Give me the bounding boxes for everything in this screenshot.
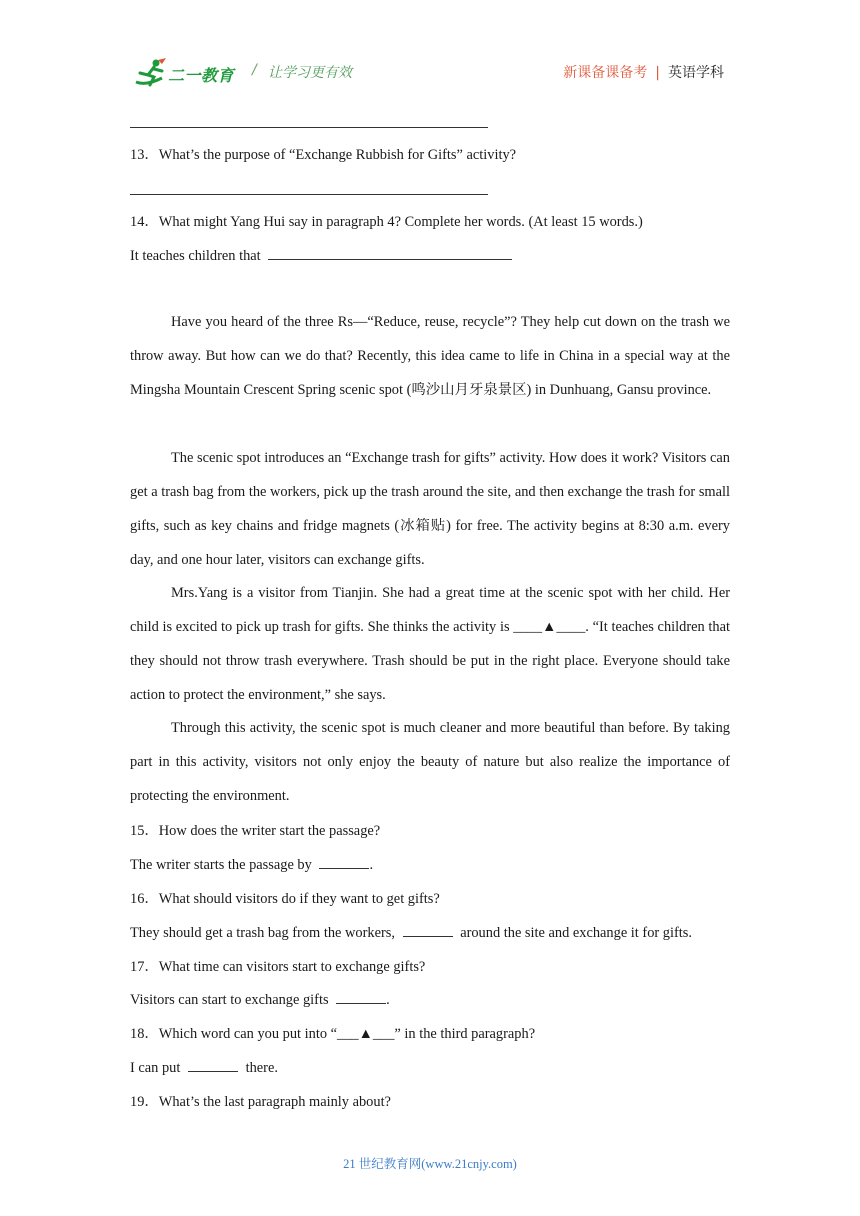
page-footer: 21 世纪教育网(www.21cnjy.com) [343,1157,517,1171]
answer-blank[interactable] [268,247,512,260]
answer-18-prefix: I can put [130,1060,181,1076]
answer-15-prefix: The writer starts the passage by [130,857,312,873]
passage-paragraph-4: Through this activity, the scenic spot is much cleaner and more beautiful than before. By taking part in this activity, visitors not only enjoy the beauty of nature but also realize the importance of protecting the environment. [130,720,730,804]
passage-paragraph-1: Have you heard of the three Rs—“Reduce, reuse, recycle”? They help cut down on the trash we throw away. But how can we do that? Recently, this idea came to life in China in a special way at the Mingsha Mountain Crescent Spring scenic spot (鸣沙山月牙泉景区) in Dunhuang, Gansu province. [130,314,730,398]
answer-17-suffix: . [386,992,390,1008]
answer-14-prefix: It teaches children that [130,248,261,264]
passage-paragraph-2: The scenic spot introduces an “Exchange trash for gifts” activity. How does it work? Visitors can get a trash bag from the workers, pick up the trash around the site, and then exchange the trash for small gifts, such as key chains and fridge magnets (冰箱贴) for free. The activity begins at 8:30 a.m. every day, and one hour later, visitors can exchange gifts. [130,450,730,568]
answer-16-suffix: around the site and exchange it for gifts. [460,925,692,941]
passage-paragraph-3: Mrs.Yang is a visitor from Tianjin. She had a great time at the scenic spot with her child. Her child is excited to pick up trash for gifts. She thinks the activity is ____▲____. “It teaches children that they should not throw trash everywhere. Trash should be put in the right place. Everyone should take action to protect the environment,” she says. [130,585,730,703]
answer-15 [130,856,373,874]
question-16: 16．What should visitors do if they want to get gifts? [130,891,440,907]
answer-blank[interactable] [336,991,386,1004]
question-13: 13．What’s the purpose of “Exchange Rubbish for Gifts” activity? [130,147,517,163]
question-18: 18．Which word can you put into “___▲___” in the third paragraph? [130,1026,536,1042]
answer-blank[interactable] [188,1059,238,1072]
header-subject: 英语学科 [668,65,724,81]
answer-18 [130,1059,278,1077]
header-course-label: 新课备课备考 [563,65,648,81]
answer-16-prefix: They should get a trash bag from the workers, [130,925,395,941]
answer-15-suffix: . [369,857,374,873]
answer-line [130,194,488,195]
question-17: 17．What time can visitors start to exchange gifts? [130,959,426,975]
answer-line [130,127,488,128]
answer-blank[interactable] [403,924,453,937]
question-19: 19．What’s the last paragraph mainly about? [130,1094,391,1110]
header-right [563,62,724,82]
answer-17-prefix: Visitors can start to exchange gifts [130,992,329,1008]
logo-text: 二一教育 [168,66,235,85]
answer-17 [130,991,390,1009]
answer-16 [130,924,692,942]
answer-14 [130,247,512,265]
answer-18-suffix: there. [245,1060,278,1076]
question-14: 14．What might Yang Hui say in paragraph 4? Complete her words. (At least 15 words.) [130,214,643,230]
page-header [0,0,860,100]
header-separator: | [655,65,660,81]
slogan-separator: / [252,62,257,78]
question-15: 15．How does the writer start the passage? [130,823,381,839]
answer-blank[interactable] [319,856,369,869]
slogan: 让学习更有效 [268,65,352,81]
